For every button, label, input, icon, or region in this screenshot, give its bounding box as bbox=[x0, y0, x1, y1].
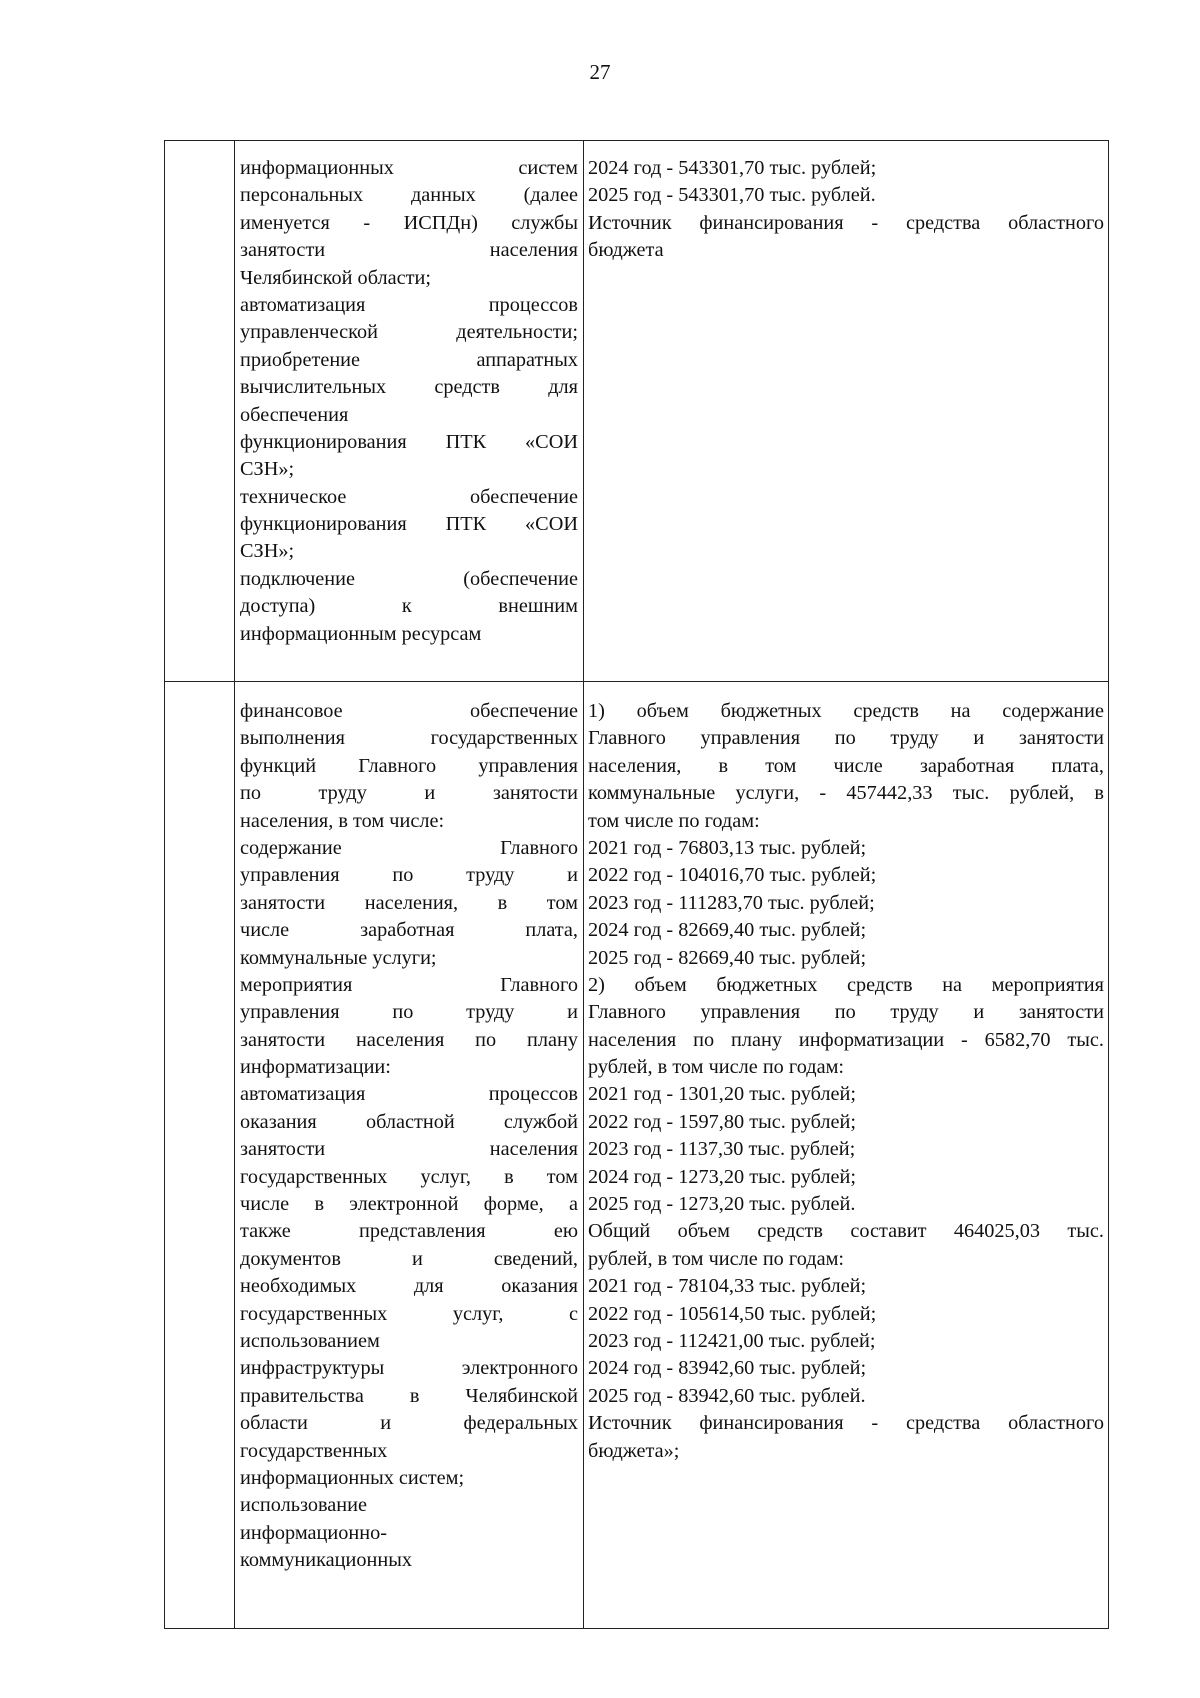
text-line: 2021 год - 1301,20 тыс. рублей; bbox=[588, 1083, 857, 1106]
text-line: 1) объем бюджетных средств на содержание bbox=[588, 700, 1104, 722]
text-line: 2024 год - 543301,70 тыс. рублей; bbox=[588, 157, 877, 179]
text-line: функций Главного управления bbox=[240, 754, 578, 777]
text-line: использованием bbox=[240, 1329, 380, 1352]
text-line: числе заработная плата, bbox=[240, 919, 578, 942]
text-line: автоматизация процессов bbox=[240, 1083, 578, 1106]
text-line: правительства в Челябинской bbox=[240, 1384, 578, 1407]
text-line: 2025 год - 1273,20 тыс. рублей. bbox=[588, 1193, 856, 1216]
text-line: автоматизация процессов bbox=[240, 293, 578, 316]
text-line: подключение (обеспечение bbox=[240, 567, 578, 590]
text-line: мероприятия Главного bbox=[240, 973, 578, 996]
text-line: Источник финансирования - средства областного bbox=[588, 1412, 1104, 1435]
text-line: Источник финансирования - средства областного bbox=[588, 211, 1104, 234]
text-line: выполнения государственных bbox=[240, 727, 578, 750]
text-line: 2023 год - 111283,70 тыс. рублей; bbox=[588, 891, 875, 914]
text-line: 2025 год - 83942,60 тыс. рублей. bbox=[588, 1384, 866, 1407]
text-line: СЗН»; bbox=[240, 540, 295, 563]
text-line: рублей, в том числе по годам: bbox=[588, 1056, 845, 1079]
text-line: функционирования ПТК «СОИ bbox=[240, 430, 578, 453]
text-line: коммунальные услуги, - 457442,33 тыс. рублей, в bbox=[588, 782, 1104, 805]
text-line: 2025 год - 82669,40 тыс. рублей; bbox=[588, 946, 867, 969]
text-line: оказания областной службой bbox=[240, 1110, 578, 1133]
text-line: бюджета»; bbox=[588, 1439, 680, 1462]
text-line: управления по труду и bbox=[240, 864, 578, 887]
text-line: 2021 год - 76803,13 тыс. рублей; bbox=[588, 836, 867, 859]
text-line: информатизации: bbox=[240, 1056, 391, 1079]
text-line: 2022 год - 1597,80 тыс. рублей; bbox=[588, 1110, 857, 1133]
text-line: рублей, в том числе по годам: bbox=[588, 1247, 845, 1270]
text-line: 2) объем бюджетных средств на мероприятия bbox=[588, 973, 1104, 996]
text-line: 2021 год - 78104,33 тыс. рублей; bbox=[588, 1275, 867, 1298]
text-line: вычислительных средств для bbox=[240, 376, 578, 399]
text-line: 2022 год - 105614,50 тыс. рублей; bbox=[588, 1302, 877, 1325]
text-line: 2023 год - 1137,30 тыс. рублей; bbox=[588, 1138, 856, 1161]
text-line: информационным ресурсам bbox=[240, 622, 482, 645]
text-line: по труду и занятости bbox=[240, 782, 578, 805]
page-number: 27 bbox=[589, 60, 611, 84]
text-line: занятости населения по плану bbox=[240, 1028, 578, 1051]
text-line: Главного управления по труду и занятости bbox=[588, 727, 1104, 750]
text-line: содержание Главного bbox=[240, 836, 578, 859]
table-row bbox=[165, 141, 1109, 682]
number-cell bbox=[165, 141, 235, 682]
text-line: Главного управления по труду и занятости bbox=[588, 1001, 1104, 1024]
text-line: государственных услуг, с bbox=[240, 1302, 578, 1325]
number-cell bbox=[165, 682, 235, 1629]
text-line: также представления ею bbox=[240, 1220, 578, 1243]
text-line: Общий объем средств составит 464025,03 тыс. bbox=[588, 1220, 1104, 1243]
text-line: информационных систем; bbox=[240, 1466, 465, 1489]
table-row bbox=[165, 682, 1109, 1629]
funding-cell bbox=[584, 141, 1109, 682]
text-line: приобретение аппаратных bbox=[240, 348, 578, 371]
text-line: 2022 год - 104016,70 тыс. рублей; bbox=[588, 864, 877, 887]
text-line: СЗН»; bbox=[240, 458, 295, 481]
text-line: том числе по годам: bbox=[588, 809, 760, 832]
text-line: области и федеральных bbox=[240, 1412, 578, 1435]
text-line: числе в электронной форме, а bbox=[240, 1193, 578, 1216]
text-line: доступа) к внешним bbox=[240, 595, 578, 618]
text-line: управления по труду и bbox=[240, 1001, 578, 1024]
text-line: функционирования ПТК «СОИ bbox=[240, 513, 578, 536]
text-line: необходимых для оказания bbox=[240, 1275, 578, 1298]
text-line: коммуникационных bbox=[240, 1549, 412, 1572]
text-line: занятости населения, в том bbox=[240, 891, 578, 914]
text-line: персональных данных (далее bbox=[240, 184, 578, 207]
text-line: государственных услуг, в том bbox=[240, 1165, 578, 1188]
text-line: документов и сведений, bbox=[240, 1247, 578, 1270]
activity-cell bbox=[235, 682, 584, 1629]
text-line: именуется - ИСПДн) службы bbox=[240, 211, 578, 234]
text-line: государственных bbox=[240, 1439, 388, 1462]
text-line: бюджета bbox=[588, 239, 664, 262]
text-line: информационно- bbox=[240, 1521, 387, 1544]
text-line: занятости населения bbox=[240, 1138, 578, 1161]
text-line: инфраструктуры электронного bbox=[240, 1357, 578, 1380]
text-line: техническое обеспечение bbox=[240, 485, 578, 508]
program-table bbox=[164, 140, 1109, 1629]
text-line: 2025 год - 543301,70 тыс. рублей. bbox=[588, 184, 876, 207]
funding-cell bbox=[584, 682, 1109, 1629]
text-line: обеспечения bbox=[240, 403, 349, 426]
text-line: 2024 год - 83942,60 тыс. рублей; bbox=[588, 1357, 867, 1380]
text-line: финансовое обеспечение bbox=[240, 700, 578, 722]
text-line: населения по плану информатизации - 6582,70 тыс. bbox=[588, 1028, 1104, 1051]
text-line: 2024 год - 1273,20 тыс. рублей; bbox=[588, 1165, 857, 1188]
text-line: занятости населения bbox=[240, 239, 578, 262]
text-line: Челябинской области; bbox=[240, 266, 431, 289]
text-line: коммунальные услуги; bbox=[240, 946, 437, 969]
activity-cell bbox=[235, 141, 584, 682]
text-line: 2024 год - 82669,40 тыс. рублей; bbox=[588, 919, 867, 942]
text-line: информационных систем bbox=[240, 157, 578, 179]
text-line: населения, в том числе заработная плата, bbox=[588, 754, 1104, 777]
text-line: использование bbox=[240, 1494, 368, 1517]
text-line: 2023 год - 112421,00 тыс. рублей; bbox=[588, 1329, 876, 1352]
text-line: управленческой деятельности; bbox=[240, 321, 578, 344]
text-line: населения, в том числе: bbox=[240, 809, 445, 832]
